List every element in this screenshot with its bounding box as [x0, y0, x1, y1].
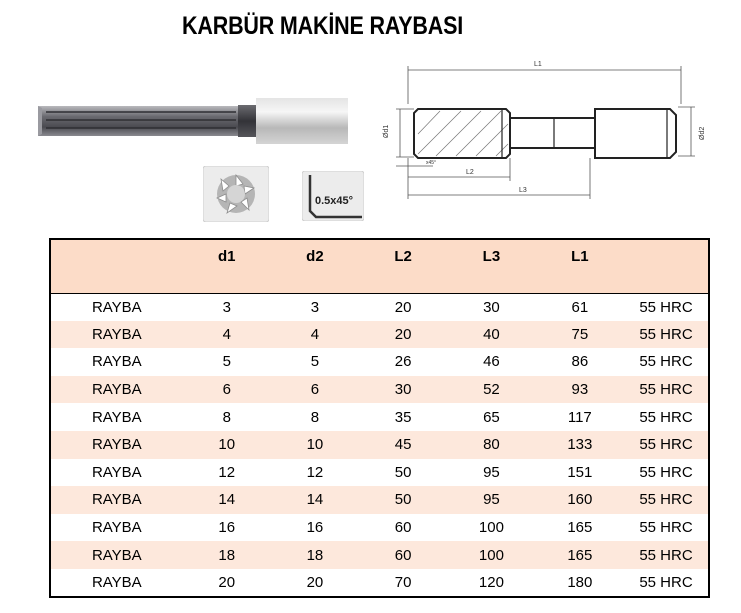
cell-l1: 93	[536, 376, 624, 404]
flute-cross-section-icon	[203, 166, 269, 222]
cell-l1: 117	[536, 403, 624, 431]
cell-d1: 10	[183, 431, 271, 459]
cell-l3: 30	[447, 293, 535, 321]
cell-d2: 20	[271, 569, 359, 597]
cell-l2: 60	[359, 541, 447, 569]
cell-name: RAYBA	[50, 541, 183, 569]
chamfer-detail	[302, 171, 364, 221]
cell-d1: 8	[183, 403, 271, 431]
cell-l1: 75	[536, 321, 624, 349]
cell-l1: 180	[536, 569, 624, 597]
cell-l2: 45	[359, 431, 447, 459]
reamer-flute-section	[38, 106, 238, 136]
cell-d1: 14	[183, 486, 271, 514]
cell-name: RAYBA	[50, 403, 183, 431]
cell-d2: 5	[271, 348, 359, 376]
cell-l3: 95	[447, 486, 535, 514]
cell-d1: 12	[183, 459, 271, 487]
table-row	[50, 321, 709, 349]
cell-l3: 95	[447, 459, 535, 487]
cell-l3: 100	[447, 514, 535, 542]
cell-l1: 160	[536, 486, 624, 514]
cell-l3: 100	[447, 541, 535, 569]
cell-d1: 6	[183, 376, 271, 404]
table-row	[50, 376, 709, 404]
table-header-row	[50, 239, 709, 293]
reamer-shank	[256, 98, 348, 144]
chamfer-label: 0.5x45°	[315, 195, 354, 207]
cell-hardness: 55 HRC	[624, 321, 709, 349]
cell-l2: 20	[359, 293, 447, 321]
table-row	[50, 293, 709, 321]
cell-hardness: 55 HRC	[624, 486, 709, 514]
cell-hardness: 55 HRC	[624, 348, 709, 376]
cell-l2: 26	[359, 348, 447, 376]
cell-hardness: 55 HRC	[624, 541, 709, 569]
cell-d2: 8	[271, 403, 359, 431]
table-row	[50, 486, 709, 514]
dim-label-d1: Ød1	[383, 124, 390, 138]
cell-hardness: 55 HRC	[624, 459, 709, 487]
cell-hardness: 55 HRC	[624, 293, 709, 321]
cell-d2: 18	[271, 541, 359, 569]
cell-d1: 18	[183, 541, 271, 569]
cell-l2: 35	[359, 403, 447, 431]
cell-l2: 50	[359, 486, 447, 514]
cell-hardness: 55 HRC	[624, 403, 709, 431]
cell-name: RAYBA	[50, 486, 183, 514]
cell-l1: 165	[536, 541, 624, 569]
cell-l3: 65	[447, 403, 535, 431]
dim-label-l3: L3	[519, 187, 527, 194]
header-cell-hardness	[624, 239, 709, 293]
table-row	[50, 459, 709, 487]
table-row	[50, 541, 709, 569]
header-cell-d2: d2	[271, 239, 359, 293]
cell-l1: 61	[536, 293, 624, 321]
table-row	[50, 569, 709, 597]
cell-name: RAYBA	[50, 321, 183, 349]
cell-l3: 80	[447, 431, 535, 459]
cell-l3: 40	[447, 321, 535, 349]
cell-d2: 16	[271, 514, 359, 542]
dim-label-d2: Ød2	[699, 126, 706, 140]
cell-l1: 86	[536, 348, 624, 376]
cell-d1: 16	[183, 514, 271, 542]
reamer-photo	[36, 96, 350, 146]
header-cell-l2: L2	[359, 239, 447, 293]
header-cell-l1: L1	[536, 239, 624, 293]
cell-l3: 52	[447, 376, 535, 404]
table-row	[50, 514, 709, 542]
technical-drawing	[378, 54, 713, 204]
cell-d2: 12	[271, 459, 359, 487]
table-row	[50, 403, 709, 431]
cell-name: RAYBA	[50, 569, 183, 597]
cell-d2: 4	[271, 321, 359, 349]
reamer-neck	[238, 105, 256, 137]
cell-l3: 120	[447, 569, 535, 597]
cell-d1: 20	[183, 569, 271, 597]
header-cell-d1: d1	[183, 239, 271, 293]
cell-l3: 46	[447, 348, 535, 376]
cell-d2: 10	[271, 431, 359, 459]
cell-name: RAYBA	[50, 348, 183, 376]
cell-hardness: 55 HRC	[624, 569, 709, 597]
cell-l2: 60	[359, 514, 447, 542]
table-row	[50, 348, 709, 376]
cell-d2: 14	[271, 486, 359, 514]
cell-d1: 3	[183, 293, 271, 321]
cell-l2: 50	[359, 459, 447, 487]
cell-l1: 133	[536, 431, 624, 459]
spec-table	[49, 238, 710, 598]
cell-hardness: 55 HRC	[624, 431, 709, 459]
cell-l1: 151	[536, 459, 624, 487]
cell-name: RAYBA	[50, 431, 183, 459]
cell-d1: 5	[183, 348, 271, 376]
cell-name: RAYBA	[50, 514, 183, 542]
cell-name: RAYBA	[50, 459, 183, 487]
cell-name: RAYBA	[50, 376, 183, 404]
cell-d2: 6	[271, 376, 359, 404]
cell-name: RAYBA	[50, 293, 183, 321]
header-cell-name	[50, 239, 183, 293]
dim-label-angle: x45°	[426, 160, 437, 166]
cell-l2: 20	[359, 321, 447, 349]
dim-label-l1: L1	[534, 61, 542, 68]
cell-d1: 4	[183, 321, 271, 349]
page-title: KARBÜR MAKİNE RAYBASI	[182, 12, 464, 40]
cell-hardness: 55 HRC	[624, 376, 709, 404]
cell-hardness: 55 HRC	[624, 514, 709, 542]
cell-l2: 70	[359, 569, 447, 597]
header-cell-l3: L3	[447, 239, 535, 293]
cell-l2: 30	[359, 376, 447, 404]
cell-d2: 3	[271, 293, 359, 321]
table-row	[50, 431, 709, 459]
dim-label-l2: L2	[466, 169, 474, 176]
cell-l1: 165	[536, 514, 624, 542]
